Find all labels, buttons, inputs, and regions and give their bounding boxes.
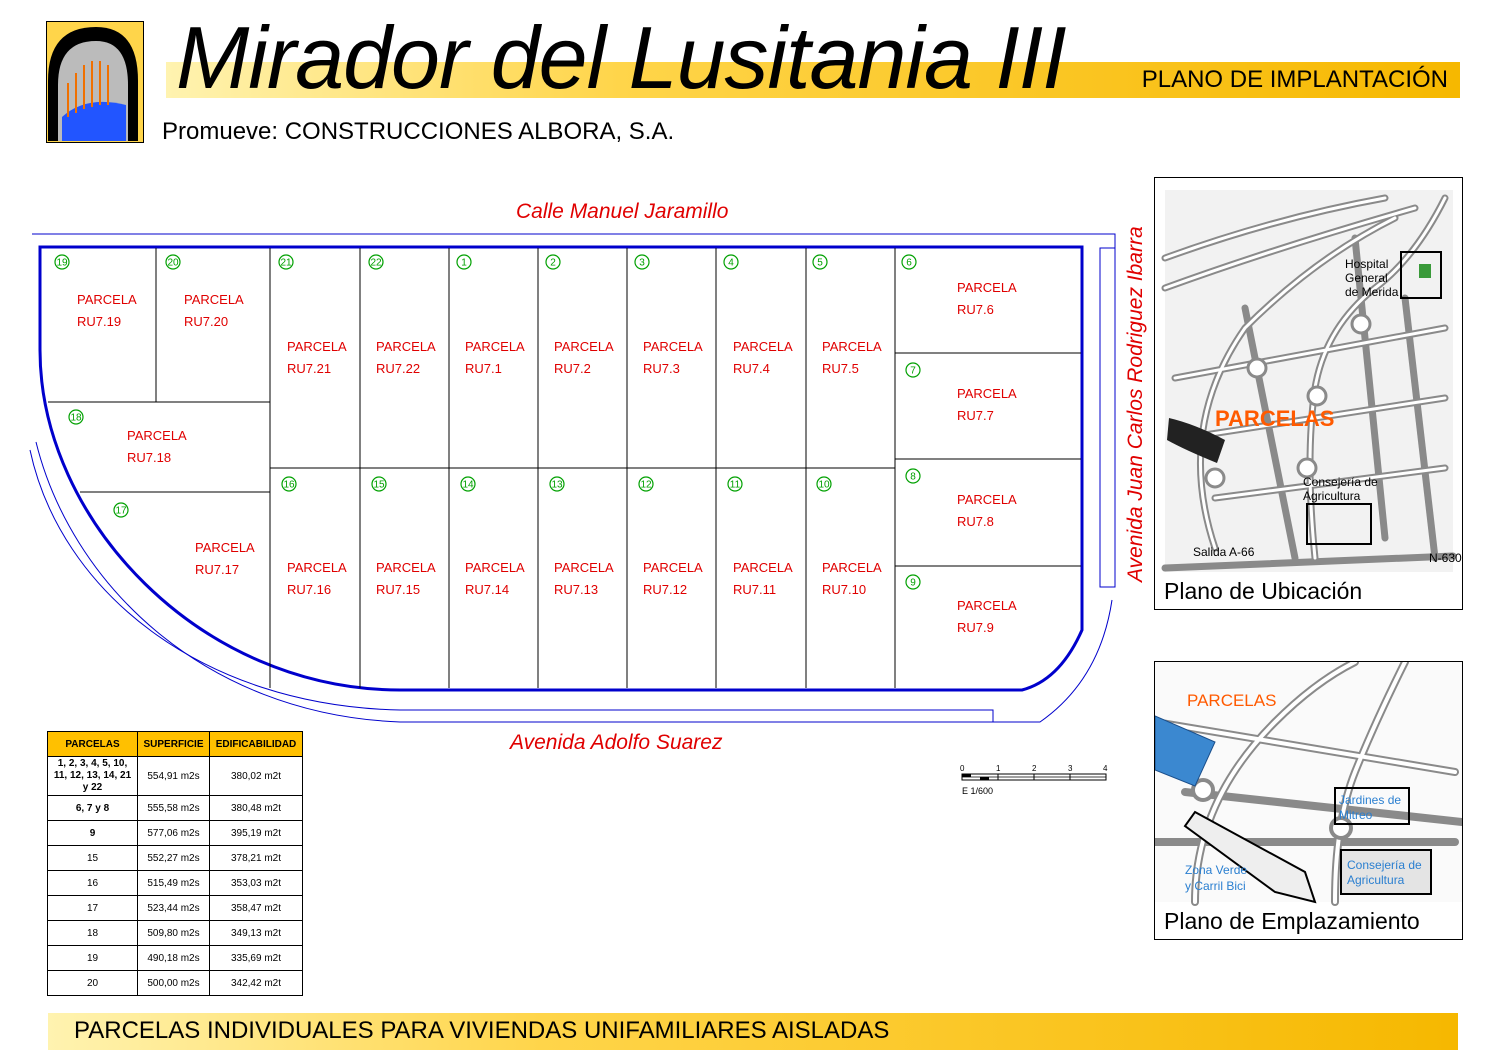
parcel-label: PARCELA (195, 540, 255, 555)
table-row (48, 871, 303, 896)
cell-edificabilidad: 335,69 m2t (210, 946, 303, 971)
parcel-5 (813, 255, 882, 376)
street-top: Calle Manuel Jaramillo (516, 200, 729, 223)
cell-superficie: 515,49 m2s (138, 871, 210, 896)
cell-edificabilidad: 378,21 m2t (210, 846, 303, 871)
parcel-code: RU7.18 (127, 450, 172, 465)
parcel-code: RU7.9 (957, 620, 994, 635)
cell-parcelas: 20 (48, 971, 138, 996)
hospital-label-2: General (1345, 271, 1388, 285)
parcel-label: PARCELA (554, 560, 614, 575)
col-parcelas: PARCELAS (48, 732, 138, 757)
hospital-label-3: de Merida (1345, 285, 1399, 299)
consejeria-label-1: Consejería de (1303, 475, 1378, 489)
parcel-label: PARCELA (957, 386, 1017, 401)
cell-edificabilidad: 380,02 m2t (210, 757, 303, 796)
location-map (1154, 177, 1463, 610)
cell-superficie: 523,44 m2s (138, 896, 210, 921)
parcel-code: RU7.15 (376, 582, 421, 597)
scale-label: E 1/600 (962, 786, 994, 796)
parcel-number: 13 (551, 479, 563, 491)
cell-parcelas: 19 (48, 946, 138, 971)
parcel-label: PARCELA (127, 428, 187, 443)
parcel-label: PARCELA (957, 492, 1017, 507)
parcel-8 (906, 469, 1017, 529)
parcel-19 (55, 255, 137, 329)
parcel-number: 2 (550, 257, 556, 269)
parcel-number: 3 (639, 257, 645, 269)
table-row (48, 757, 303, 796)
parcel-number: 6 (906, 257, 912, 269)
page-subtitle: PLANO DE IMPLANTACIÓN (1141, 66, 1448, 93)
parcel-label: PARCELA (822, 339, 882, 354)
cell-superficie: 509,80 m2s (138, 921, 210, 946)
cell-superficie: 554,91 m2s (138, 757, 210, 796)
parcel-number: 14 (462, 479, 474, 491)
parcel-12 (639, 477, 703, 597)
scale-bar (962, 774, 1106, 780)
road-edge-right (1100, 248, 1115, 587)
parcel-label: PARCELA (822, 560, 882, 575)
cell-edificabilidad: 358,47 m2t (210, 896, 303, 921)
parcel-code: RU7.20 (184, 314, 229, 329)
parcel-7 (906, 363, 1017, 423)
consejeria-label-2: Agricultura (1303, 489, 1361, 503)
scale-tick: 0 (960, 764, 965, 773)
parcel-label: PARCELA (287, 339, 347, 354)
parcel-code: RU7.6 (957, 302, 994, 317)
cell-edificabilidad: 395,19 m2t (210, 821, 303, 846)
parcel-number: 15 (373, 479, 385, 491)
parcel-18 (69, 410, 187, 465)
parcel-code: RU7.3 (643, 361, 680, 376)
parcel-1 (457, 255, 525, 376)
parcel-code: RU7.16 (287, 582, 332, 597)
footer-text: PARCELAS INDIVIDUALES PARA VIVIENDAS UNIFAMILIARES AISLADAS (74, 1017, 890, 1044)
table-row (48, 921, 303, 946)
site-map-caption: Plano de Emplazamiento (1164, 908, 1420, 934)
parcel-number: 16 (283, 479, 295, 491)
parcel-number: 8 (910, 471, 916, 483)
cell-superficie: 500,00 m2s (138, 971, 210, 996)
scale-tick: 3 (1068, 764, 1073, 773)
parcel-label: PARCELA (376, 560, 436, 575)
promoter-text: Promueve: CONSTRUCCIONES ALBORA, S.A. (162, 118, 675, 145)
cell-superficie: 490,18 m2s (138, 946, 210, 971)
parcel-2 (546, 255, 614, 376)
parcel-code: RU7.7 (957, 408, 994, 423)
parcel-number: 18 (70, 412, 82, 424)
table-row (48, 971, 303, 996)
col-superficie: SUPERFICIE (138, 732, 210, 757)
zona-label-2: y Carril Bici (1185, 879, 1246, 893)
page-title: Mirador del Lusitania III (176, 8, 1066, 107)
table-row (48, 821, 303, 846)
parcel-4 (724, 255, 793, 376)
parcel-label: PARCELA (643, 339, 703, 354)
parcel-number: 11 (729, 479, 741, 491)
jardines-label-1: Jardines de (1339, 793, 1402, 807)
cell-parcelas: 18 (48, 921, 138, 946)
salida-label: Salida A-66 (1193, 545, 1255, 559)
cell-parcelas: 16 (48, 871, 138, 896)
cell-superficie: 577,06 m2s (138, 821, 210, 846)
jardines-label-2: Mitreo (1339, 808, 1373, 822)
table-row (48, 796, 303, 821)
cell-superficie: 552,27 m2s (138, 846, 210, 871)
parcel-16 (282, 477, 347, 597)
hospital-label-1: Hospital (1345, 257, 1389, 271)
zona-label-1: Zona Verde (1185, 863, 1248, 877)
parcel-code: RU7.4 (733, 361, 770, 376)
site-map (1154, 661, 1463, 940)
parcel-code: RU7.10 (822, 582, 867, 597)
cell-parcelas: 15 (48, 846, 138, 871)
parcel-15 (372, 477, 436, 597)
parcel-code: RU7.1 (465, 361, 502, 376)
parcel-label: PARCELA (184, 292, 244, 307)
parcel-17 (114, 503, 255, 577)
scale-tick: 1 (996, 764, 1001, 773)
parcel-number: 7 (910, 365, 916, 377)
parcel-label: PARCELA (77, 292, 137, 307)
parcel-10 (817, 477, 882, 597)
parcel-label: PARCELA (957, 280, 1017, 295)
location-map-caption: Plano de Ubicación (1164, 578, 1363, 604)
parcel-22 (369, 255, 436, 376)
table-row (48, 946, 303, 971)
parcel-code: RU7.22 (376, 361, 421, 376)
parcel-code: RU7.11 (733, 582, 777, 597)
cell-parcelas: 1, 2, 3, 4, 5, 10, 11, 12, 13, 14, 21 y 22 (48, 757, 138, 796)
parcel-code: RU7.12 (643, 582, 688, 597)
cell-superficie: 555,58 m2s (138, 796, 210, 821)
parcel-label: PARCELA (465, 560, 525, 575)
parcel-number: 21 (280, 257, 292, 269)
parcel-number: 12 (640, 479, 652, 491)
road-label: N-630 (1429, 551, 1462, 565)
parcel-code: RU7.14 (465, 582, 510, 597)
parcel-code: RU7.2 (554, 361, 591, 376)
table-header-row (48, 732, 303, 757)
parcel-label: PARCELA (287, 560, 347, 575)
parcel-20 (166, 255, 244, 329)
parcel-table (47, 731, 303, 996)
parcel-3 (635, 255, 703, 376)
parcel-code: RU7.5 (822, 361, 859, 376)
street-bottom: Avenida Adolfo Suarez (510, 731, 723, 754)
cell-parcelas: 17 (48, 896, 138, 921)
parcel-number: 17 (115, 505, 127, 517)
parcel-label: PARCELA (554, 339, 614, 354)
cell-edificabilidad: 342,42 m2t (210, 971, 303, 996)
parcel-number: 4 (728, 257, 734, 269)
parcel-6 (902, 255, 1017, 317)
site-consejeria-label-2: Agricultura (1347, 873, 1405, 887)
scale-tick: 4 (1103, 764, 1108, 773)
parcel-14 (461, 477, 525, 597)
parcel-number: 19 (56, 257, 68, 269)
site-parcelas-label: PARCELAS (1187, 691, 1277, 710)
parcel-number: 20 (167, 257, 179, 269)
cell-edificabilidad: 380,48 m2t (210, 796, 303, 821)
parcel-number: 5 (817, 257, 823, 269)
cell-edificabilidad: 349,13 m2t (210, 921, 303, 946)
scale-tick: 2 (1032, 764, 1037, 773)
parcel-number: 9 (910, 577, 916, 589)
site-consejeria-label-1: Consejería de (1347, 858, 1422, 872)
parcel-13 (550, 477, 614, 597)
parcel-code: RU7.13 (554, 582, 599, 597)
parcel-9 (906, 575, 1017, 635)
parcel-number: 22 (370, 257, 382, 269)
cell-edificabilidad: 353,03 m2t (210, 871, 303, 896)
parcel-label: PARCELA (376, 339, 436, 354)
parcel-label: PARCELA (643, 560, 703, 575)
parcel-code: RU7.21 (287, 361, 332, 376)
table-row (48, 896, 303, 921)
parcel-label: PARCELA (465, 339, 525, 354)
parcel-code: RU7.8 (957, 514, 994, 529)
parcel-number: 10 (818, 479, 830, 491)
map-parcelas-label: PARCELAS (1215, 406, 1335, 431)
parcel-11 (728, 477, 793, 597)
parcel-label: PARCELA (733, 560, 793, 575)
col-edificabilidad: EDIFICABILIDAD (210, 732, 303, 757)
parcel-21 (279, 255, 347, 376)
parcel-number: 1 (461, 257, 467, 269)
cell-parcelas: 6, 7 y 8 (48, 796, 138, 821)
parcel-label: PARCELA (733, 339, 793, 354)
parcel-code: RU7.19 (77, 314, 122, 329)
parcel-code: RU7.17 (195, 562, 240, 577)
cell-parcelas: 9 (48, 821, 138, 846)
street-right: Avenida Juan Carlos Rodriguez Ibarra (1124, 226, 1147, 582)
table-row (48, 846, 303, 871)
parcel-label: PARCELA (957, 598, 1017, 613)
